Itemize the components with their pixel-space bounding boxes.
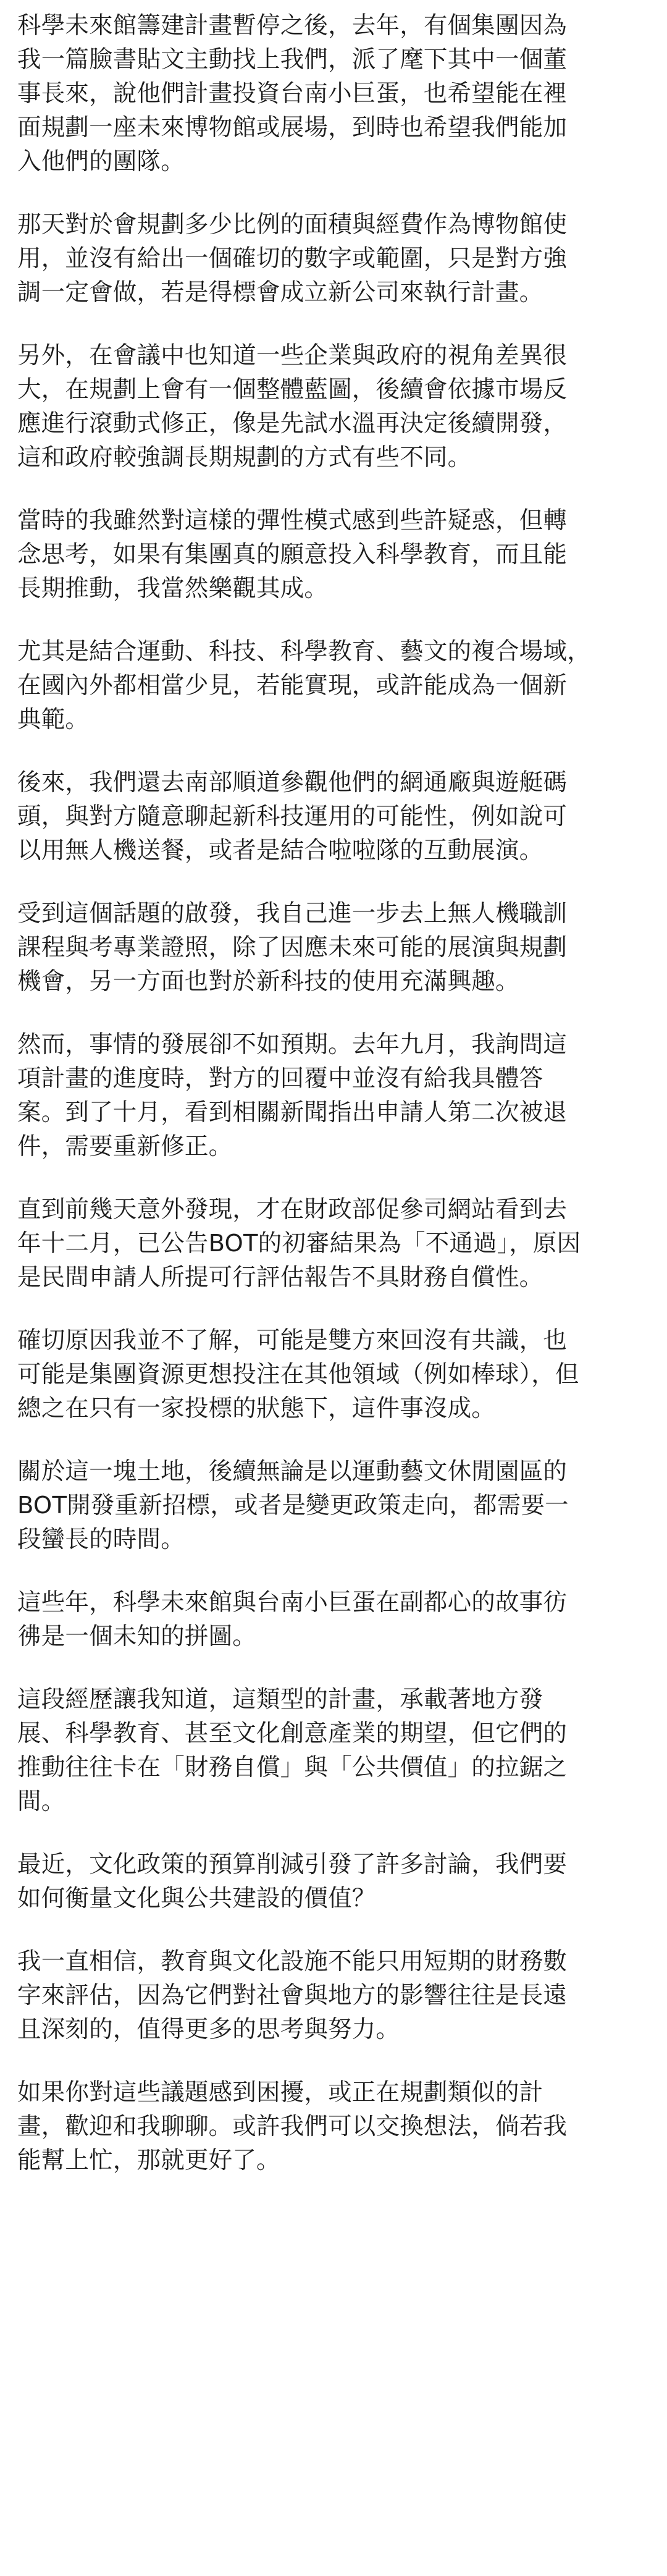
paragraph-8: 然而，事情的發展卻不如預期。去年九月，我詢問這 項計畫的進度時，對方的回覆中並沒有給我具體答 案。到了十月，看到相關新聞指出申請人第二次被退 件，需要重新修正。 <box>17 1031 568 1160</box>
paragraph-6: 後來，我們還去南部順道參觀他們的網通廠與遊艇碼 頭，與對方隨意聊起新科技運用的可能性，例如說可 以用無人機送餐，或者是結合啦啦隊的互動展演。 <box>17 769 568 864</box>
paragraph-5: 尤其是結合運動、科技、科學教育、藝文的複合場域， 在國內外都相當少見，若能實現，或許能成為一個新 典範。 <box>17 638 591 733</box>
post-body <box>17 9 647 2206</box>
paragraph-11: 關於這一塊土地，後續無論是以運動藝文休閒園區的 BOT開發重新招標，或者是變更政策走向，都需要一 段蠻長的時間。 <box>17 1458 569 1553</box>
paragraph-16: 如果你對這些議題感到困擾，或正在規劃類似的計 畫，歡迎和我聊聊。或許我們可以交換想法，倘若我 能幫上忙，那就更好了。 <box>17 2079 568 2174</box>
paragraph-2: 那天對於會規劃多少比例的面積與經費作為博物館使 用，並沒有給出一個確切的數字或範圍，只是對方強 調一定會做，若是得標會成立新公司來執行計畫。 <box>17 211 568 306</box>
paragraph-13: 這段經歷讓我知道，這類型的計畫，承載著地方發 展、科學教育、甚至文化創意產業的期望，但它們的 推動往往卡在「財務自償」與「公共價值」的拉鋸之 間。 <box>17 1686 568 1815</box>
paragraph-9: 直到前幾天意外發現，才在財政部促參司網站看到去 年十二月，已公告BOT的初審結果為「不通過」，原因 是民間申請人所提可行評估報告不具財務自償性。 <box>17 1196 581 1291</box>
paragraph-1: 科學未來館籌建計畫暫停之後，去年，有個集團因為 我一篇臉書貼文主動找上我們，派了麾下其中一個董 事長來，說他們計畫投資台南小巨蛋，也希望能在裡 面規劃一座未來博物館或展場，到時也希望我們能加 入他們的團隊。 <box>17 12 568 175</box>
paragraph-3: 另外，在會議中也知道一些企業與政府的視角差異很 大，在規劃上會有一個整體藍圖，後續會依據市場反 應進行滾動式修正，像是先試水溫再決定後續開發， 這和政府較強調長期規劃的方式有些不同。 <box>17 342 568 471</box>
paragraph-4: 當時的我雖然對這樣的彈性模式感到些許疑惑，但轉 念思考，如果有集團真的願意投入科學教育，而且能 長期推動，我當然樂觀其成。 <box>17 507 568 602</box>
paragraph-12: 這些年，科學未來館與台南小巨蛋在副都心的故事彷 彿是一個未知的拼圖。 <box>17 1589 568 1650</box>
paragraph-7: 受到這個話題的啟發，我自己進一步去上無人機職訓 課程與考專業證照，除了因應未來可能的展演與規劃 機會，另一方面也對於新科技的使用充滿興趣。 <box>17 900 568 995</box>
paragraph-14: 最近，文化政策的預算削減引發了許多討論，我們要 如何衡量文化與公共建設的價值？ <box>17 1851 568 1912</box>
paragraph-10: 確切原因我並不了解，可能是雙方來回沒有共識，也 可能是集團資源更想投注在其他領域（例如棒球），但 總之在只有一家投標的狀態下，這件事沒成。 <box>17 1327 579 1422</box>
paragraph-15: 我一直相信，教育與文化設施不能只用短期的財務數 字來評估，因為它們對社會與地方的影響往往是長遠 且深刻的，值得更多的思考與努力。 <box>17 1948 568 2043</box>
